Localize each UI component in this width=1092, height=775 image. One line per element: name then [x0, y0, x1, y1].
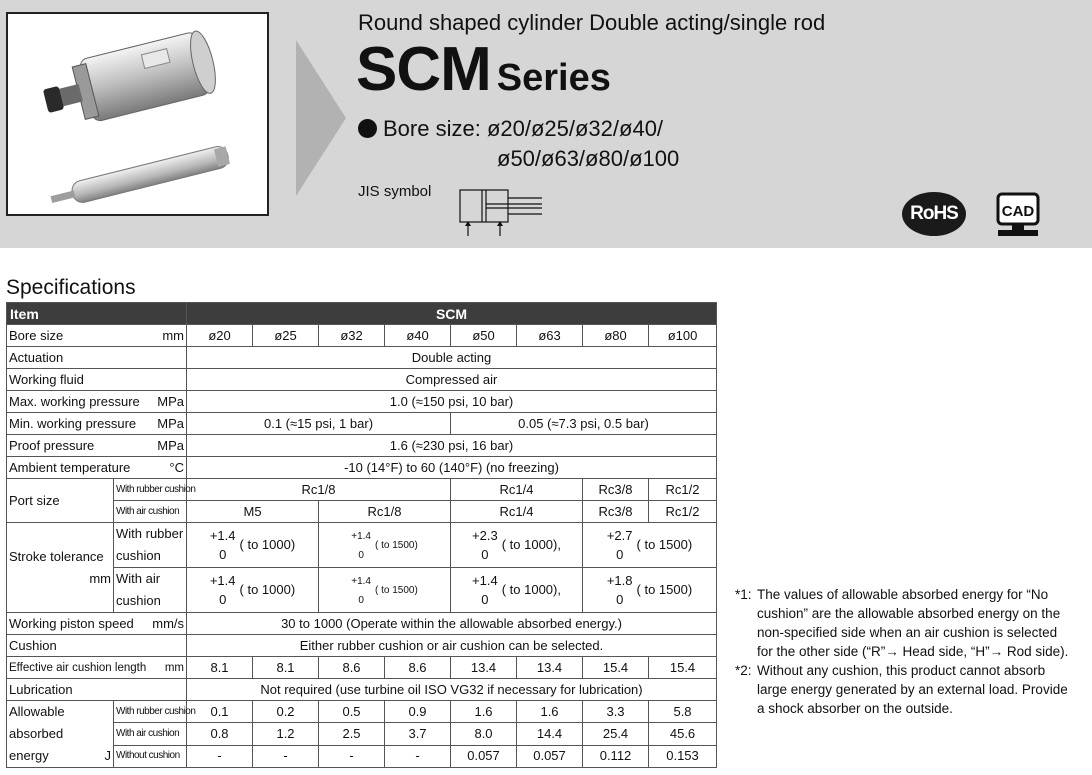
table-cell: 15.4: [649, 657, 717, 679]
table-cell: Rc1/4: [451, 479, 583, 501]
table-row-effective-length: [7, 657, 717, 679]
row-label: Actuation: [7, 347, 187, 369]
jis-symbol-icon: [458, 186, 548, 243]
specifications-title: Specifications: [6, 276, 136, 299]
table-cell: Either rubber cushion or air cushion can be selected.: [187, 635, 717, 657]
table-cell: +1.4 0 ( to 1500): [319, 568, 451, 613]
table-cell: Rc1/8: [319, 501, 451, 523]
table-row-fluid: [7, 369, 717, 391]
bore-values-1: ø20/ø25/ø32/ø40/: [486, 116, 664, 141]
table-cell: Double acting: [187, 347, 717, 369]
row-label: Port size: [7, 479, 114, 523]
table-cell: 0.153: [649, 745, 717, 767]
table-cell: ø32: [319, 325, 385, 347]
table-cell: 45.6: [649, 723, 717, 745]
table-cell: 13.4: [451, 657, 517, 679]
bullet-icon: [358, 119, 377, 138]
sub-label: Without cushion: [114, 745, 187, 767]
bore-label: Bore size:: [383, 116, 481, 141]
sub-label: With rubber cushion: [114, 701, 187, 723]
sub-label: With air cushion: [114, 501, 187, 523]
table-row-ambient: [7, 457, 717, 479]
table-row-energy-air: [7, 723, 717, 745]
table-row-actuation: [7, 347, 717, 369]
table-cell: +2.3 0 ( to 1000),: [451, 523, 583, 568]
table-cell: +2.7 0 ( to 1500): [583, 523, 717, 568]
table-cell: 0.057: [451, 745, 517, 767]
table-cell: Rc1/8: [187, 479, 451, 501]
row-label: Cushion: [7, 635, 187, 657]
row-label: Bore size mm: [7, 325, 187, 347]
table-cell: 8.0: [451, 723, 517, 745]
footnote: [735, 661, 1075, 718]
table-cell: 5.8: [649, 701, 717, 723]
table-row-stroke-rubber: [7, 523, 717, 568]
item-header: Item: [7, 303, 187, 325]
table-cell: 15.4: [583, 657, 649, 679]
table-cell: ø63: [517, 325, 583, 347]
row-label: Working piston speed mm/s: [7, 613, 187, 635]
table-cell: Not required (use turbine oil ISO VG32 if necessary for lubrication): [187, 679, 717, 701]
row-label: Ambient temperature °C: [7, 457, 187, 479]
table-cell: ø25: [253, 325, 319, 347]
table-cell: 0.1: [187, 701, 253, 723]
table-cell: Rc1/2: [649, 501, 717, 523]
table-cell: ø100: [649, 325, 717, 347]
table-cell: +1.4 0 ( to 1000): [187, 523, 319, 568]
table-cell: 8.1: [253, 657, 319, 679]
footnotes: [735, 585, 1075, 718]
footnote: [735, 585, 1075, 661]
table-cell: 1.0 (≈150 psi, 10 bar): [187, 391, 717, 413]
table-cell: ø20: [187, 325, 253, 347]
table-cell: M5: [187, 501, 319, 523]
table-cell: ø40: [385, 325, 451, 347]
table-row-port-air: [7, 501, 717, 523]
table-cell: Rc1/2: [649, 479, 717, 501]
product-subtitle: Round shaped cylinder Double acting/single rod: [358, 10, 826, 35]
table-cell: +1.4 0 ( to 1000),: [451, 568, 583, 613]
bore-values-2: ø50/ø63/ø80/ø100: [497, 146, 680, 171]
table-cell: Rc3/8: [583, 501, 649, 523]
table-cell: 0.112: [583, 745, 649, 767]
table-row-cushion: [7, 635, 717, 657]
table-cell: 8.6: [385, 657, 451, 679]
row-label: Stroke tolerance mm: [7, 523, 114, 613]
table-cell: -: [319, 745, 385, 767]
table-cell: 0.8: [187, 723, 253, 745]
specifications-table: [6, 302, 717, 768]
footnote-text: Without any cushion, this product cannot absorb large energy generated by an external load. Provide a shock absorber on the outside.: [757, 663, 1068, 716]
table-row-proof: [7, 435, 717, 457]
table-cell: +1.4 0 ( to 1500): [319, 523, 451, 568]
sub-label: With rubber cushion: [114, 479, 187, 501]
table-cell: Compressed air: [187, 369, 717, 391]
table-cell: 0.2: [253, 701, 319, 723]
table-cell: 25.4: [583, 723, 649, 745]
table-cell: 8.6: [319, 657, 385, 679]
table-row-energy-rubber: [7, 701, 717, 723]
table-row-min-pressure: [7, 413, 717, 435]
cad-icon: [994, 192, 1044, 243]
row-label: Effective air cushion length mm: [7, 657, 187, 679]
table-cell: 1.6: [517, 701, 583, 723]
table-row-port-rubber: [7, 479, 717, 501]
product-photo: [6, 12, 269, 216]
header-arrow-decoration: [296, 40, 346, 196]
table-cell: -: [385, 745, 451, 767]
table-cell: 0.057: [517, 745, 583, 767]
row-label: Min. working pressure MPa: [7, 413, 187, 435]
table-row-lubrication: [7, 679, 717, 701]
table-cell: 3.3: [583, 701, 649, 723]
table-cell: -: [187, 745, 253, 767]
table-cell: 2.5: [319, 723, 385, 745]
row-label: Max. working pressure MPa: [7, 391, 187, 413]
footnote-key: *2:: [735, 663, 752, 678]
table-cell: 0.9: [385, 701, 451, 723]
series-word: Series: [496, 57, 611, 99]
table-cell: +1.8 0 ( to 1500): [583, 568, 717, 613]
table-cell: 1.2: [253, 723, 319, 745]
series-code: SCM: [356, 35, 491, 104]
table-cell: Rc3/8: [583, 479, 649, 501]
table-cell: ø50: [451, 325, 517, 347]
table-cell: -10 (14°F) to 60 (140°F) (no freezing): [187, 457, 717, 479]
row-label: Proof pressure MPa: [7, 435, 187, 457]
table-row-max-pressure: [7, 391, 717, 413]
cad-label: CAD: [1001, 203, 1035, 220]
sub-label: With rubber cushion: [114, 523, 187, 568]
model-header: SCM: [187, 303, 717, 325]
table-cell: 0.5: [319, 701, 385, 723]
table-cell: 0.1 (≈15 psi, 1 bar): [187, 413, 451, 435]
table-cell: 13.4: [517, 657, 583, 679]
table-cell: ø80: [583, 325, 649, 347]
table-cell: 8.1: [187, 657, 253, 679]
footnote-key: *1:: [735, 587, 752, 602]
row-label: Allowable absorbed energy J: [7, 701, 114, 768]
row-label: Working fluid: [7, 369, 187, 391]
header-banner: [0, 0, 1092, 248]
rohs-badge-icon: RoHS: [902, 192, 966, 236]
series-title: [356, 34, 611, 105]
table-cell: 0.05 (≈7.3 psi, 0.5 bar): [451, 413, 717, 435]
table-cell: -: [253, 745, 319, 767]
footnote-text: The values of allowable absorbed energy for “No cushion” are the allowable absorbed energy on the non-specified side when an air cushion is selected for the other side (“R”→ Head side, “H”→ Rod side).: [757, 587, 1069, 659]
row-label: Lubrication: [7, 679, 187, 701]
table-cell: +1.4 0 ( to 1000): [187, 568, 319, 613]
bore-size-line1: [358, 116, 663, 142]
jis-label: JIS symbol: [358, 183, 432, 200]
table-row-speed: [7, 613, 717, 635]
table-cell: 1.6: [451, 701, 517, 723]
sub-label: With air cushion: [114, 723, 187, 745]
table-cell: 14.4: [517, 723, 583, 745]
table-row-energy-none: [7, 745, 717, 767]
table-row-bore: [7, 325, 717, 347]
table-cell: 1.6 (≈230 psi, 16 bar): [187, 435, 717, 457]
table-cell: 3.7: [385, 723, 451, 745]
sub-label: With air cushion: [114, 568, 187, 613]
table-row-stroke-air: [7, 568, 717, 613]
table-cell: Rc1/4: [451, 501, 583, 523]
table-cell: 30 to 1000 (Operate within the allowable absorbed energy.): [187, 613, 717, 635]
table-header-row: [7, 303, 717, 325]
